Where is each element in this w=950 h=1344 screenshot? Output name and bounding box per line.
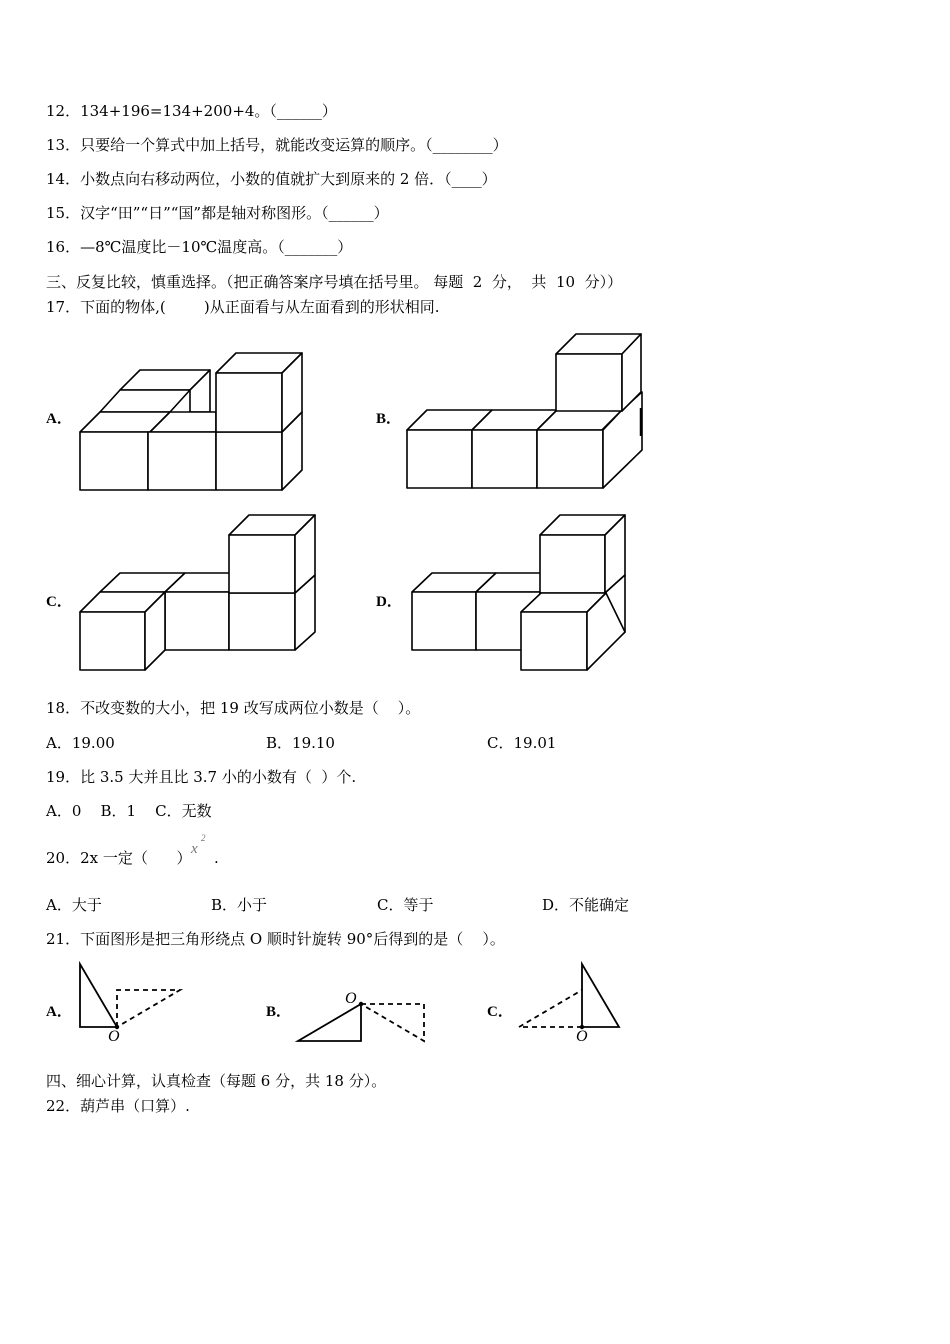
q21-option-c-label: C． — [487, 1004, 513, 1020]
question-12: 12．134+196=134+200+4。（______） — [46, 102, 337, 120]
q18-option-a: A．19.00 — [46, 734, 115, 752]
q18-option-c: C．19.01 — [487, 734, 557, 752]
question-18: 18．不改变数的大小，把 19 改写成两位小数是（ ）。 — [46, 699, 421, 717]
q17-option-a-label: A． — [46, 411, 72, 427]
q18-option-b: B．19.10 — [266, 734, 335, 752]
question-14: 14．小数点向右移动两位，小数的值就扩大到原来的 2 倍．（____） — [46, 170, 497, 188]
q21-a-o-label: O — [108, 1028, 120, 1045]
q17-option-c-label: C． — [46, 594, 72, 610]
q21-c-solid-triangle — [582, 964, 619, 1027]
q20-option-d: D．不能确定 — [542, 896, 630, 914]
q21-b-dashed-triangle — [361, 1004, 424, 1041]
q21-c-dashed-triangle — [519, 990, 582, 1027]
q21-option-b-label: B． — [266, 1004, 292, 1020]
question-21: 21．下面图形是把三角形绕点 O 顺时针旋转 90°后得到的是（ ）。 — [46, 930, 505, 948]
section-3-heading: 三、反复比较，慎重选择。（把正确答案序号填在括号里。 每题 2 分， 共 10 分）） — [46, 273, 623, 291]
q20-option-c: C．等于 — [377, 896, 434, 914]
q20-x-squared-base: x — [191, 841, 198, 857]
q21-c-o-label: O — [576, 1028, 588, 1045]
q21-a-solid-triangle — [80, 964, 117, 1027]
question-20: 20．2x 一定（ ） — [46, 849, 192, 867]
question-15: 15．汉字“田”“日”“国”都是轴对称图形。（______） — [46, 204, 389, 222]
question-17: 17．下面的物体,( )从正面看与从左面看到的形状相同. — [46, 298, 440, 316]
section-4-heading: 四、细心计算，认真检查（每题 6 分，共 18 分）。 — [46, 1072, 387, 1090]
q20-period: . — [214, 849, 219, 867]
q20-x-squared-exponent: 2 — [201, 833, 206, 843]
q20-option-a: A．大于 — [46, 896, 102, 914]
question-16: 16．—8℃温度比－10℃温度高。（_______） — [46, 238, 353, 256]
question-13: 13．只要给一个算式中加上括号，就能改变运算的顺序。（________） — [46, 136, 508, 154]
q20-option-b: B．小于 — [211, 896, 268, 914]
q21-b-solid-triangle — [298, 1004, 361, 1041]
q19-options: A．0 B．1 C．无数 — [46, 802, 212, 820]
q17-option-b-label: B． — [376, 411, 402, 427]
question-19: 19．比 3.5 大并且比 3.7 小的小数有（ ）个. — [46, 768, 357, 786]
question-22: 22．葫芦串（口算）. — [46, 1097, 190, 1115]
q17-option-d-label: D． — [376, 594, 402, 610]
q21-b-o-label: O — [345, 990, 357, 1007]
q21-a-dashed-triangle — [117, 990, 180, 1027]
q21-b-point-o — [359, 1002, 363, 1006]
q21-option-a-label: A． — [46, 1004, 72, 1020]
